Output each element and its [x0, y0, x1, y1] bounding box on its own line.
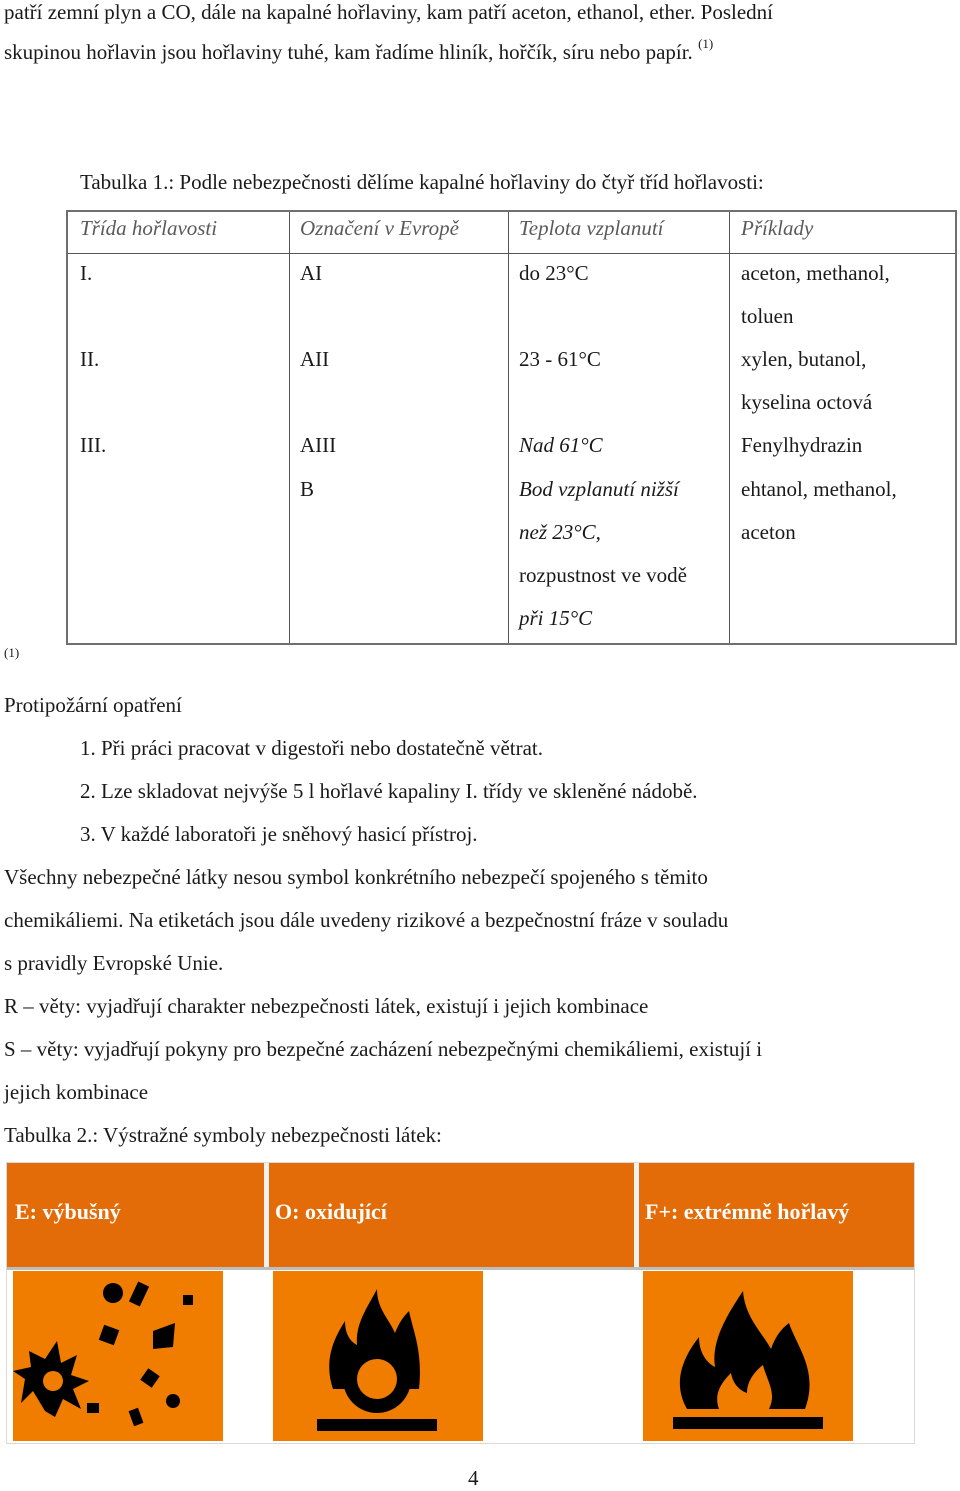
table1-cell: II. — [80, 347, 100, 371]
paragraph-line: Všechny nebezpečné látky nesou symbol konkrétního nebezpečí spojeného s těmito — [4, 865, 708, 889]
list-item: 2. Lze skladovat nejvýše 5 l hořlavé kapaliny I. třídy ve skleněné nádobě. — [80, 779, 698, 803]
table-divider — [729, 212, 730, 643]
paragraph-line: chemikáliemi. Na etiketách jsou dále uvedeny rizikové a bezpečnostní fráze v souladu — [4, 908, 729, 932]
citation-ref: (1) — [698, 36, 714, 51]
table-divider — [508, 212, 509, 643]
table1-cell: AIII — [300, 433, 337, 457]
flame-over-circle-icon — [273, 1271, 488, 1443]
table1-caption: Tabulka 1.: Podle nebezpečnosti dělíme kapalné hořlaviny do čtyř tříd hořlavosti: — [80, 170, 764, 194]
table2-header — [7, 1163, 914, 1270]
intro-line-2 — [4, 36, 714, 65]
paragraph-line: jejich kombinace — [4, 1080, 149, 1104]
table1-cell: kyselina octová — [741, 390, 873, 414]
paragraph-line: R – věty: vyjadřují charakter nebezpečnosti látek, existují i jejich kombinace — [4, 994, 649, 1018]
table1-header-label: Označení v Evropě — [300, 216, 459, 240]
table-divider — [68, 253, 955, 254]
table1-cell: toluen — [741, 304, 794, 328]
intro-line-1: patří zemní plyn a CO, dále na kapalné hořlaviny, kam patří aceton, ethanol, ether. Poslední — [4, 0, 773, 24]
list-item: 1. Při práci pracovat v digestoři nebo dostatečně větrat. — [80, 736, 544, 760]
explosion-icon — [13, 1271, 228, 1443]
table2-header-explosive: E: výbušný — [15, 1199, 121, 1224]
table-divider — [289, 212, 290, 643]
table1-cell: Nad 61°C — [519, 433, 603, 457]
table1-header-flashpoint: Teplota vzplanutí — [519, 216, 664, 240]
paragraph-line: s pravidly Evropské Unie. — [4, 951, 224, 975]
table1-cell: B — [300, 477, 315, 501]
table2-header-oxidizing: O: oxidující — [275, 1199, 387, 1224]
table1-cell: aceton — [741, 520, 796, 544]
table1-cell: xylen, butanol, — [741, 347, 867, 371]
page-number: 4 — [468, 1466, 479, 1490]
hazard-symbols-table — [6, 1162, 915, 1444]
table1-cell: aceton, methanol, — [741, 261, 890, 285]
intro-line-2-text: skupinou hořlavin jsou hořlaviny tuhé, kam řadíme hliník, hořčík, síru nebo papír. — [4, 40, 693, 64]
table1-cell: než 23°C, — [519, 520, 601, 544]
table1-cell: III. — [80, 433, 107, 457]
table1-cell: do 23°C — [519, 261, 589, 285]
table-divider — [264, 1163, 269, 1267]
flame-icon — [643, 1271, 858, 1443]
paragraph-line: S – věty: vyjadřují pokyny pro bezpečné zacházení nebezpečnými chemikáliemi, existují i — [4, 1037, 763, 1061]
table1-cell: 23 - 61°C — [519, 347, 601, 371]
citation-ref: (1) — [4, 645, 20, 660]
table1-cell: I. — [80, 261, 93, 285]
table1-cell: při 15°C — [519, 606, 593, 630]
table1-cell: Bod vzplanutí nižší — [519, 477, 679, 501]
table2-caption: Tabulka 2.: Výstražné symboly nebezpečnosti látek: — [4, 1123, 442, 1147]
table1-cell: Fenylhydrazin — [741, 433, 863, 457]
table1-header-examples: Příklady — [741, 216, 814, 240]
table1-cell: AI — [300, 261, 323, 285]
table-divider — [634, 1163, 639, 1267]
table1-cell: rozpustnost ve vodě — [519, 563, 687, 587]
section-title: Protipožární opatření — [4, 693, 182, 717]
table1-cell: ehtanol, methanol, — [741, 477, 897, 501]
table1-cell: AII — [300, 347, 330, 371]
table2-header-flammable: F+: extrémně hořlavý — [645, 1199, 850, 1224]
list-item: 3. V každé laboratoři je sněhový hasicí přístroj. — [80, 822, 478, 846]
flammability-table — [66, 210, 957, 645]
table1-header-class: Třída hořlavosti — [80, 216, 218, 240]
